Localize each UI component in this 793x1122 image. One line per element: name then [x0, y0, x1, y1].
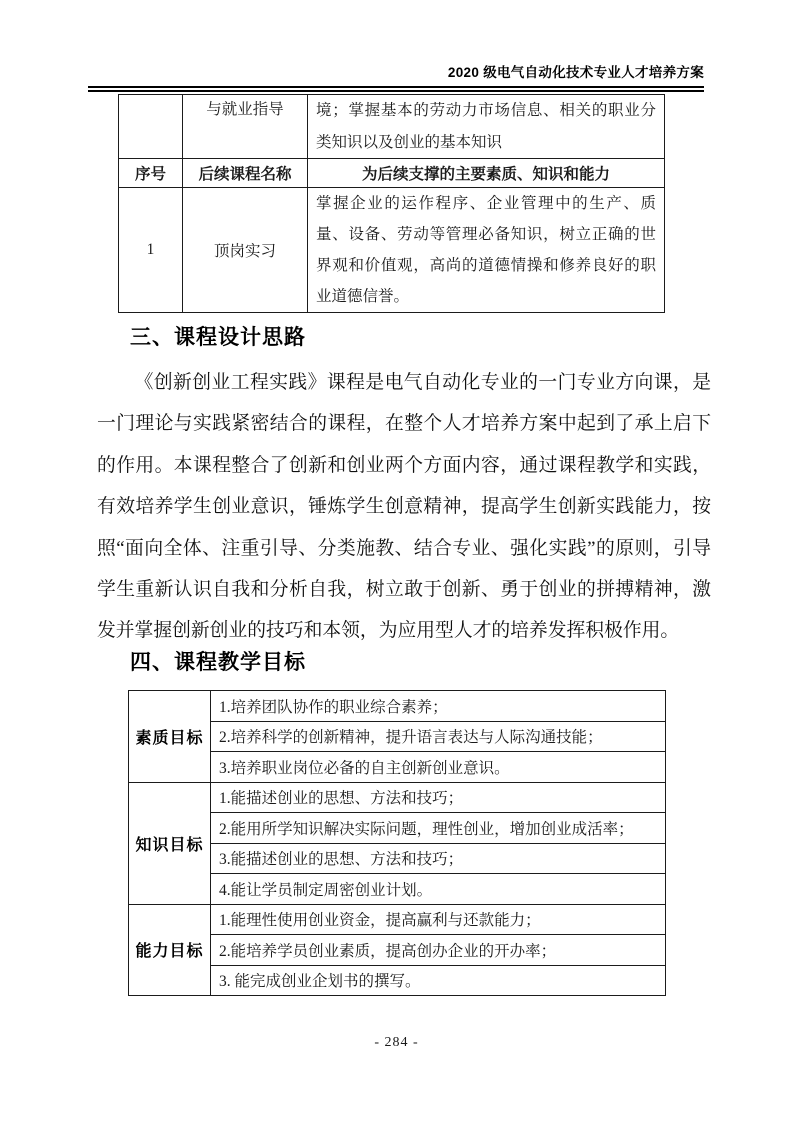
course-description-cell: 境；掌握基本的劳动力市场信息、相关的职业分类知识以及创业的基本知识	[308, 95, 665, 159]
column-header-course-name: 后续课程名称	[183, 159, 308, 188]
course-name-cell: 顶岗实习	[183, 188, 308, 313]
goal-item: 2.培养科学的创新精神，提升语言表达与人际沟通技能；	[211, 721, 666, 752]
running-header-title: 2020 级电气自动化技术专业人才培养方案	[447, 65, 704, 80]
goal-group-label-knowledge: 知识目标	[129, 782, 211, 904]
goal-item: 2.能培养学员创业素质，提高创办企业的开办率；	[211, 935, 666, 966]
goal-item: 3.培养职业岗位必备的自主创新创业意识。	[211, 752, 666, 783]
column-header-serial: 序号	[119, 159, 183, 188]
table-row	[119, 188, 665, 313]
section-4-heading: 四、课程教学目标	[130, 651, 306, 674]
goal-group-label-ability: 能力目标	[129, 904, 211, 996]
course-description-cell: 掌握企业的运作程序、企业管理中的生产、质量、设备、劳动等管理必备知识，树立正确的世界观和价值观，高尚的道德情操和修养良好的职业道德信誉。	[308, 188, 665, 313]
table-row	[129, 782, 666, 813]
goal-item: 3. 能完成创业企划书的撰写。	[211, 965, 666, 996]
page-number: - 284 -	[374, 1035, 419, 1050]
section-3-paragraph: 《创新创业工程实践》课程是电气自动化专业的一门专业方向课，是一门理论与实践紧密结合的课程，在整个人才培养方案中起到了承上启下的作用。本课程整合了创新和创业两个方面内容，通过课程教学和实践，有效培养学生创业意识，锤炼学生创意精神，提高学生创新实践能力，按照“面向全体、注重引导、分类施教、结合专业、强化实践”的原则，引导学生重新认识自我和分析自我，树立敢于创新、勇于创业的拼搏精神，激发并掌握创新创业的技巧和本领，为应用型人才的培养发挥积极作用。	[97, 372, 711, 642]
header-double-rule	[88, 86, 704, 92]
goal-group-label-quality: 素质目标	[129, 691, 211, 783]
table-row	[129, 904, 666, 935]
section-3-heading: 三、课程设计思路	[130, 326, 306, 349]
serial-cell: 1	[119, 188, 183, 313]
table-row	[129, 691, 666, 722]
table-header-row	[119, 159, 665, 188]
teaching-goals-table	[128, 690, 666, 996]
table-row	[119, 95, 665, 159]
course-name-cell: 与就业指导	[183, 95, 308, 159]
goal-item: 2.能用所学知识解决实际问题，理性创业，增加创业成活率；	[211, 813, 666, 844]
goal-item: 1.培养团队协作的职业综合素养；	[211, 691, 666, 722]
goal-item: 4.能让学员制定周密创业计划。	[211, 874, 666, 905]
goal-item: 1.能理性使用创业资金，提高赢利与还款能力；	[211, 904, 666, 935]
column-header-supported-abilities: 为后续支撑的主要素质、知识和能力	[308, 159, 665, 188]
follow-up-courses-table	[118, 94, 665, 313]
goal-item: 3.能描述创业的思想、方法和技巧；	[211, 843, 666, 874]
goal-item: 1.能描述创业的思想、方法和技巧；	[211, 782, 666, 813]
serial-cell	[119, 95, 183, 159]
